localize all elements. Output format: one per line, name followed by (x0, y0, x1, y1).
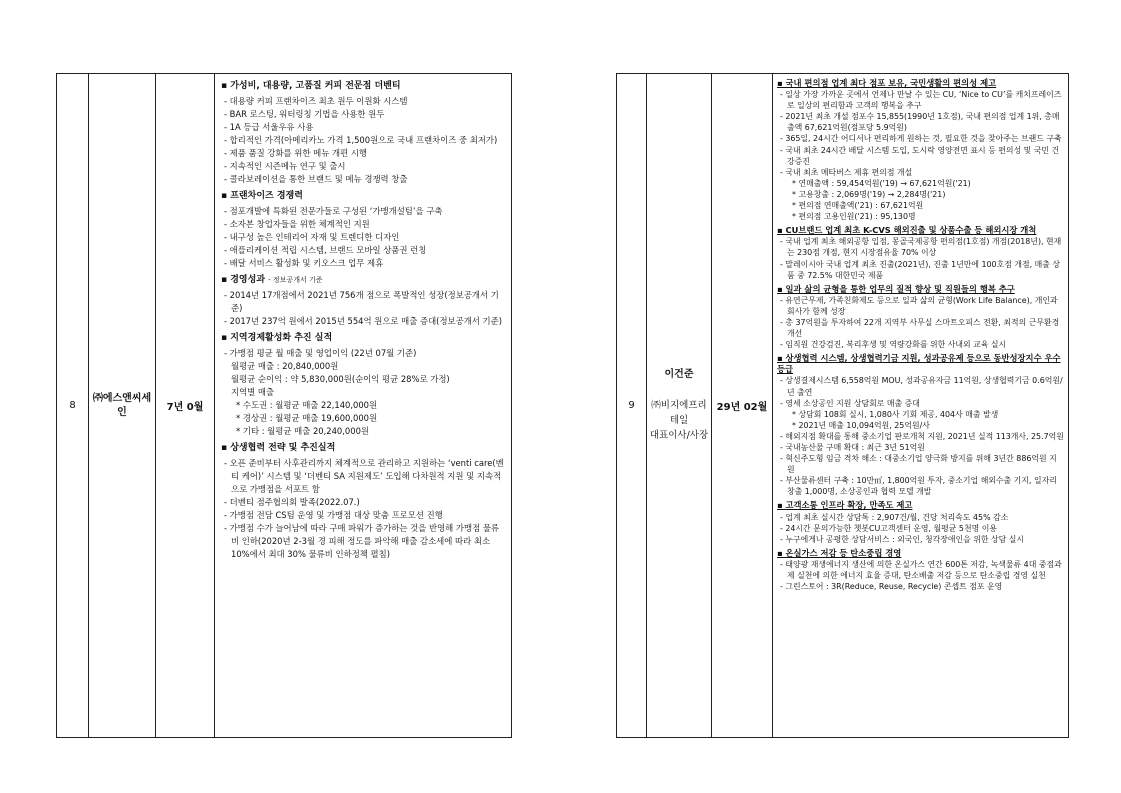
achievement-item: - 해외지점 확대를 통해 중소기업 판로개척 지원, 2021년 실적 113개사, 25.7억원 (780, 431, 1064, 441)
achievement-item: - 국내 업계 최초 해외공항 입점, 몽골국제공항 편의점(1호점) 개점(2018년), 현재는 230점 개점, 현지 시장점유율 70% 이상 (780, 237, 1062, 258)
section-title: ▪ 상생협력 전략 및 추진실적 (221, 443, 336, 453)
company-name: ㈜비지에프리테일 (651, 400, 707, 426)
achievement-item: 지역별 매출 (231, 387, 275, 397)
section-title: ▪ 상생협력 시스템, 상생협력기금 지원, 성과공유제 등으로 동반성장지수 우수 등급 (777, 353, 1061, 375)
achievements-cell (773, 74, 1069, 738)
achievement-section (777, 78, 1064, 222)
achievement-section (777, 225, 1064, 280)
achievement-section (221, 332, 505, 438)
achievement-item: - 더벤티 점주협의회 발족(2022.07.) (224, 497, 360, 507)
achievement-item: - 국내 최초 메타버스 제휴 편의점 개설 (780, 167, 913, 177)
achievement-item: - 말레이시아 국내 업계 최초 진출(2021년), 진출 1년만에 100호점 개점, 매출 상품 중 72.5% 대한민국 제품 (780, 259, 1060, 280)
achievement-item: * 기타 : 월평균 매출 20,240,000원 (236, 426, 369, 436)
nominee-position: 대표이사/사장 (649, 430, 709, 441)
achievement-item: * 상담회 108회 실시, 1,080사 기회 제공, 404사 매출 발생 (792, 409, 999, 419)
achievement-list (777, 559, 1064, 592)
achievement-item: - BAR 로스팅, 워터링칭 기법을 사용한 원두 (224, 109, 385, 119)
section-heading (777, 500, 1064, 511)
achievement-item: - 점포개발에 특화된 전문가들로 구성된 ‘가맹개설팀’을 구축 (224, 206, 443, 216)
achievement-section (777, 353, 1064, 497)
achievement-item: - 지속적인 시즌메뉴 연구 및 출시 (224, 161, 346, 171)
section-heading (221, 442, 505, 455)
achievement-item: * 경상권 : 월평균 매출 19,600,000원 (236, 413, 378, 423)
achievement-section (777, 500, 1064, 544)
achievement-item: - 애플리케이션 적립 시스템, 브랜드 모바일 상품권 런칭 (224, 245, 427, 255)
achievement-item: - 오픈 준비부터 사후관리까지 체계적으로 관리하고 지원하는 ‘venti care(벤티 케어)’ 시스템 및 ‘더벤티 SA 지원제도’ 도입해 다차원적 지원 및 지속적으로 가맹점을 서포트 함 (224, 458, 504, 494)
achievement-item: - 유연근무제, 가족친화제도 등으로 일과 삶의 균형(Work Life Balance), 개인과 회사가 함께 성장 (780, 295, 1058, 316)
nominee-row-right (617, 74, 1069, 738)
tenure-duration: 29년 02월 (712, 74, 773, 738)
nominee-table-left (56, 73, 512, 738)
section-title: ▪ 일과 삶의 균형을 통한 업무의 질적 향상 및 직원들의 행복 추구 (777, 283, 1015, 294)
section-heading (777, 548, 1064, 559)
achievement-list (777, 236, 1064, 280)
achievement-list (777, 375, 1064, 497)
achievement-list (221, 457, 505, 561)
section-heading (221, 80, 505, 93)
achievement-item: - 상생결제시스템 6,558억원 MOU, 성과공유자금 11억원, 상생협력기금 0.6억원/년 출연 (780, 376, 1063, 397)
section-heading (221, 190, 505, 203)
achievement-item: - 부산물류센터 구축 : 10만㎡, 1,800억원 투자, 중소기업 해외수출 기지, 일자리 창출 1,000명, 소상공인과 협력 모델 개발 (780, 476, 1057, 497)
section-heading (221, 274, 505, 287)
nominee-row-left (57, 74, 512, 738)
achievement-item: 월평균 순이익 : 약 5,830,000원(순이익 평균 28%로 가정) (231, 374, 450, 384)
achievements-cell (215, 74, 512, 738)
achievement-item: - 임직원 건강검진, 복리후생 및 역량강화를 위한 사내외 교육 실시 (780, 340, 1007, 350)
achievement-section (221, 274, 505, 328)
section-title: ▪ 경영성과 (221, 275, 266, 285)
achievement-item: - 2021년 최초 개설 점포수 15,855(1990년 1호점), 국내 편의점 업계 1위, 총매출액 67,621억원(점포당 5.9억원) (780, 112, 1060, 133)
achievement-list (221, 289, 505, 328)
achievement-item: * 2021년 매출 10,094억원, 25억원/사 (792, 420, 930, 430)
company-name: ㈜에스앤씨세인 (89, 74, 156, 738)
achievement-list (221, 95, 505, 186)
row-number: 9 (617, 74, 647, 738)
section-heading (221, 332, 505, 345)
achievement-item: 월평균 매출 : 20,840,000원 (231, 361, 339, 371)
section-title: ▪ CU브랜드 업계 최초 K-CVS 해외진출 및 상품수출 등 해외시장 개척 (777, 225, 1037, 236)
achievement-item: * 수도권 : 월평균 매출 22,140,000원 (236, 400, 378, 410)
achievement-section (221, 190, 505, 270)
achievement-section (777, 548, 1064, 592)
achievement-item: - 1A 등급 서울우유 사용 (224, 122, 314, 132)
section-note: - 정보공개서 기준 (268, 276, 323, 284)
achievement-list (777, 512, 1064, 545)
section-heading (777, 78, 1064, 89)
achievement-item: - 태양광 재생에너지 생산에 의한 온실가스 연간 600톤 저감, 녹색물류 4대 중점과제 실천에 의한 에너지 효율 증대, 탄소배출 저감 등으로 탄소중립 경영 실천 (780, 559, 1062, 581)
nominee-info (647, 74, 712, 738)
section-heading (777, 225, 1064, 236)
row-number: 8 (57, 74, 89, 738)
achievement-list (221, 205, 505, 270)
achievement-section (221, 80, 505, 186)
achievement-item: * 편의점 연매출액('21) : 67,621억원 (792, 201, 924, 211)
section-title: ▪ 온실가스 저감 등 탄소중립 경영 (777, 547, 902, 558)
achievement-list (777, 89, 1064, 222)
achievement-section (777, 284, 1064, 351)
achievement-item: - 가맹점 평균 월 매출 및 영업이익 (22년 07월 기준) (224, 348, 417, 358)
achievement-item: - 24시간 문의가능한 챗봇CU고객센터 운영, 월평균 5천명 이용 (780, 523, 997, 533)
achievement-item: * 편의점 고용인원('21) : 95,130명 (792, 212, 916, 222)
achievement-item: - 영세 소상공인 지원 상담회로 매출 증대 (780, 398, 920, 408)
achievement-item: - 소자본 창업자들을 위한 체계적인 지원 (224, 219, 370, 229)
achievement-item: - 누구에게나 공평한 상담서비스 : 외국인, 청각장애인을 위한 상담 실시 (780, 534, 1025, 544)
nominee-name: 이건준 (664, 369, 694, 380)
achievement-item: - 업계 최초 실시간 상담톡 : 2,907건/월, 건당 처리속도 45% 감소 (780, 512, 1009, 522)
section-heading (777, 284, 1064, 295)
section-title: ▪ 고객소통 인프라 확장, 만족도 제고 (777, 500, 913, 511)
nominee-table-right (616, 73, 1069, 738)
achievement-item: - 대용량 커피 프랜차이즈 최초 원두 이원화 시스템 (224, 96, 408, 106)
achievement-section (221, 442, 505, 561)
achievement-item: - 2014년 17개점에서 2021년 756개 점으로 폭발적인 성장(정보공개서 기준) (224, 290, 499, 313)
section-title: ▪ 국내 편의점 업계 최다 점포 보유, 국민생활의 편의성 제고 (777, 78, 997, 88)
achievement-item: - 2017년 237억 원에서 2015년 554억 원으로 매출 증대(정보공개서 기준) (224, 316, 503, 326)
achievement-item: - 혁신주도형 임금 격차 해소 : 대중소기업 양극화 방지를 위해 3년간 886억원 지원 (780, 454, 1057, 475)
achievement-item: - 가맹점 수가 늘어남에 따라 구매 파워가 증가하는 것을 반영해 가맹점 물류비 인하(2020년 2-3월 경 피해 정도를 파악해 매출 감소세에 따라 최소 10%에서 최대 30% 물류비 인하정책 펼침) (224, 523, 500, 559)
achievement-list (221, 347, 505, 438)
achievement-item: - 콜라보레이션을 통한 브랜드 및 메뉴 경쟁력 창출 (224, 174, 408, 184)
achievement-item: - 배달 서비스 활성화 및 키오스크 업무 제휴 (224, 258, 384, 268)
achievement-item: - 그린스토어 : 3R(Reduce, Reuse, Recycle) 콘셉트 점포 운영 (780, 582, 1003, 592)
achievement-item: - 일상 가장 가까운 곳에서 언제나 만날 수 있는 CU, ‘Nice to CU’를 캐치프레이즈로 일상의 편리함과 고객의 행복을 추구 (780, 90, 1062, 111)
achievement-item: - 합리적인 가격(아메리카노 가격 1,500원으로 국내 프랜차이즈 중 최저가) (224, 135, 498, 145)
achievement-item: * 고용창출 : 2,069명('19) → 2,284명('21) (792, 189, 946, 199)
section-title: ▪ 프랜차이즈 경쟁력 (221, 191, 303, 201)
achievement-item: - 제품 품질 강화를 위한 메뉴 개편 시행 (224, 148, 368, 158)
achievement-item: - 총 37억원을 투자하여 22개 지역부 사무실 스마트오피스 전환, 최적의 근무환경 개선 (780, 317, 1060, 339)
section-title: ▪ 지역경제활성화 추진 실적 (221, 333, 333, 343)
achievement-list (777, 295, 1064, 350)
achievement-item: - 365일, 24시간 어디서나 편리하게 원하는 것, 필요한 것을 찾아주는 브랜드 구축 (780, 134, 1062, 144)
achievement-item: - 내구성 높은 인테리어 자재 및 트렌디한 디자인 (224, 232, 400, 242)
section-heading (777, 353, 1064, 375)
tenure-duration: 7년 0월 (156, 74, 215, 738)
achievement-item: - 국내농산물 구매 확대 : 최근 3년 51억원 (780, 443, 925, 452)
section-title: ▪ 가성비, 대용량, 고품질 커피 전문점 더벤티 (221, 81, 401, 91)
achievement-item: - 국내 최초 24시간 배달 시스템 도입, 도시락 영양전면 표시 등 편의성 및 국민 건강증진 (780, 145, 1060, 166)
achievement-item: * 연매출액 : 59,454억원('19) → 67,621억원('21) (792, 178, 971, 188)
achievement-item: - 가맹점 전담 CS팀 운영 및 가맹점 대상 맞춤 프로모션 진행 (224, 510, 443, 520)
